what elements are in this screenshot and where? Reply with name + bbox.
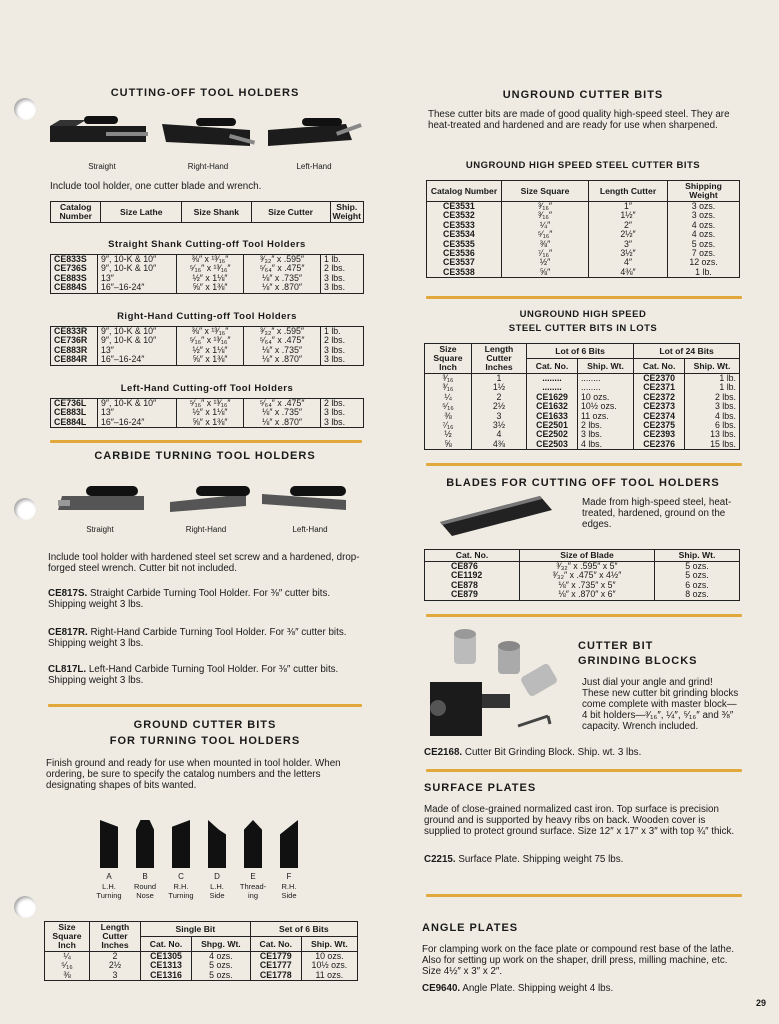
group-weight: 1 lb. 2 lbs. 3 lbs. 3 lbs.	[321, 327, 364, 366]
carbide-left-image	[262, 486, 346, 510]
cutting-off-label-straight: Straight	[88, 162, 116, 171]
divider	[48, 704, 362, 707]
bit-shape-a	[100, 820, 118, 868]
binder-hole-bottom	[14, 896, 36, 918]
cutting-off-holder-images	[46, 112, 366, 154]
weight-col: 3 ozs. 3 ozs. 4 ozs. 4 ozs. 5 ozs. 7 ozs. 12 ozs. 1 lb.	[668, 202, 740, 278]
header-lathe: Size Lathe	[101, 202, 182, 223]
header-catalog: Catalog Number	[51, 202, 101, 223]
item-code: CE817S.	[48, 588, 88, 599]
item-text: Straight Carbide Turning Tool Holder. For ⅜″ cutter bits. Shipping weight 3 lbs.	[48, 588, 331, 610]
size-col: ¼ ⁵⁄₁₆ ⅜	[45, 952, 90, 981]
group-lathe: 9″, 10-K & 10″ 9″, 10-K & 10″ 13″ 16″–16-24″	[98, 327, 177, 366]
wt-col: 5 ozs. 5 ozs. 6 ozs. 8 ozs.	[655, 562, 740, 601]
angle-intro: For clamping work on the face plate or compound rest base of the lathe. Also for setting up work on the shaper, drill press, milling machine, etc. Size 4½″ x 3″ x 2″.	[422, 944, 735, 977]
angle-item	[422, 983, 744, 994]
unground-table2-title-1: UNGROUND HIGH SPEED	[519, 309, 647, 320]
carbide-label-left: Left-Hand	[292, 525, 328, 534]
master-block	[430, 682, 510, 736]
ground-intro: Finish ground and ready for use when mounted in tool holder. When ordering, be sure to specify the catalog numbers and the letters designating shapes of bits wanted.	[46, 758, 341, 791]
lot6-wt-col: ........ ........ 10 ozs. 10½ ozs. 11 ozs. 2 lbs. 3 lbs. 4 lbs.	[577, 374, 633, 450]
group-shank: ⅜″ x ¹³⁄₁₆″ ⁵⁄₁₆″ x ¹³⁄₁₆″ ½″ x 1⅛″ ⅝″ x 1⅜″	[177, 255, 244, 294]
left-hand-holder-image	[268, 118, 362, 146]
unground-intro: These cutter bits are made of good quality high-speed steel. They are heat-treated and hardened and are ready for use when sharpened.	[428, 109, 730, 131]
blade-image	[434, 494, 558, 538]
set-cat-col: CE1779 CE1777 CE1778	[250, 952, 301, 981]
surface-intro: Made of close-grained normalized cast iron. Top surface is precision ground and is supported by heavy ribs on back. Wooden cover is supplied to protect ground surface. Size 12″ x 17″ x 3″ with top ¾″ thick.	[424, 804, 735, 837]
header-cat: Cat. No.	[250, 937, 301, 952]
size-col: ³⁄₃₂″ x .595″ x 5″ ³⁄₃₂″ x .475″ x 4½″ ⅛″ x .735″ x 5″ ⅛″ x .870″ x 6″	[520, 562, 655, 601]
group-lathe: 9″, 10-K & 10″ 9″, 10-K & 10″ 13″ 16″–16-24″	[98, 255, 177, 294]
header-size: Size Square	[502, 181, 589, 202]
length-col: 1″ 1½″ 2″ 2½″ 3″ 3½″ 4″ 4⅜″	[589, 202, 668, 278]
unground-table2-title-2: STEEL CUTTER BITS IN LOTS	[508, 323, 658, 334]
header-wt: Ship. Wt.	[655, 550, 740, 562]
bit-shape-d	[208, 820, 226, 868]
straight-group-title: Straight Shank Cutting-off Tool Holders	[108, 239, 306, 250]
item-text: Cutter Bit Grinding Block. Ship. wt. 3 lbs.	[464, 747, 642, 758]
cutting-off-label-left: Left-Hand	[296, 162, 332, 171]
blades-table	[424, 549, 740, 601]
ground-bits-table	[44, 921, 358, 981]
header-ship: Ship. Wt.	[301, 937, 357, 952]
header-lot24: Lot of 24 Bits	[634, 344, 740, 359]
shape-letter: E	[250, 872, 256, 881]
header-single: Single Bit	[141, 922, 251, 937]
item-code: CE9640.	[422, 983, 461, 994]
group-lathe: 9″, 10-K & 10″ 13″ 16″–16-24″	[98, 399, 177, 428]
header-cutter: Size Cutter	[251, 202, 330, 223]
carbide-label-straight: Straight	[86, 525, 114, 534]
shape-name: Round Nose	[133, 882, 157, 900]
bit-shapes	[96, 820, 310, 902]
binder-hole-top	[14, 98, 36, 120]
cat-col: CE876 CE1192 CE878 CE879	[425, 562, 520, 601]
group-cutter: ³⁄₃₂″ x .595″ ⁵⁄₆₄″ x .475″ ⅛″ x .735″ ⅛″ x .870″	[244, 255, 321, 294]
shape-name: R.H. Side	[281, 882, 297, 900]
catalog-col: CE3531 CE3532 CE3533 CE3534 CE3535 CE3536 CE3537 CE3538	[427, 202, 502, 278]
header-ship: Ship. Wt.	[577, 359, 633, 374]
left-hand-group-table	[50, 398, 364, 428]
header-lot6: Lot of 6 Bits	[527, 344, 634, 359]
lot6-cat-col: ........ ........ CE1629 CE1632 CE1633 CE2501 CE2502 CE2503	[527, 374, 578, 450]
unground-table1	[426, 180, 740, 278]
header-weight: Shipping Weight	[668, 181, 740, 202]
length-col: 1 1½ 2 2½ 3 3½ 4 4⅜	[472, 374, 527, 450]
group-cutter: ³⁄₃₂″ x .595″ ⁵⁄₆₄″ x .475″ ⅛″ x .735″ ⅛″ x .870″	[244, 327, 321, 366]
single-cat-col: CE1305 CE1313 CE1316	[141, 952, 192, 981]
header-catalog: Catalog Number	[427, 181, 502, 202]
unground-table2	[424, 343, 740, 450]
right-hand-group-table	[50, 326, 364, 366]
item-text: Left-Hand Carbide Turning Tool Holder. For ⅜″ cutter bits. Shipping weight 3 lbs.	[48, 664, 339, 686]
binder-hole-middle	[14, 498, 36, 520]
group-cutter: ⁵⁄₆₄″ x .475″ ⅛″ x .735″ ⅛″ x .870″	[244, 399, 321, 428]
divider	[426, 296, 742, 299]
cutting-off-intro: Include tool holder, one cutter blade and wrench.	[50, 181, 262, 192]
divider	[426, 894, 742, 897]
wrench	[518, 716, 550, 726]
lot24-wt-col: 1 lb. 1 lb. 2 lbs. 3 lbs. 4 lbs. 6 lbs. 13 lbs. 15 lbs.	[685, 374, 740, 450]
blades-intro: Made from high-speed steel, heat-treated, hardened, ground on the edges.	[582, 497, 732, 530]
shape-name: L.H. Turning	[96, 882, 122, 900]
item-code: C2215.	[424, 854, 456, 865]
grinding-block-image	[424, 624, 576, 740]
lot24-cat-col: CE2370 CE2371 CE2372 CE2373 CE2374 CE2375 CE2393 CE2376	[634, 374, 685, 450]
shape-name: Thread- ing	[239, 882, 267, 900]
single-wt-col: 4 ozs. 5 ozs. 5 ozs.	[192, 952, 251, 981]
item-code: CE2168.	[424, 747, 463, 758]
bit-shape-c	[172, 820, 190, 868]
carbide-item-r	[48, 627, 366, 649]
bit-holder-3	[520, 662, 559, 697]
item-code: CE817R.	[48, 627, 88, 638]
group-catalog: CE833S CE736S CE883S CE884S	[51, 255, 98, 294]
header-weight: Ship. Weight	[330, 202, 363, 223]
group-weight: 1 lb. 2 lbs. 3 lbs. 3 lbs.	[321, 255, 364, 294]
unground-table1-title: UNGROUND HIGH SPEED STEEL CUTTER BITS	[465, 160, 701, 171]
page-number: 29	[756, 998, 767, 1008]
header-length: Length Cutter	[589, 181, 668, 202]
surface-item	[424, 854, 744, 865]
header-shank: Size Shank	[182, 202, 251, 223]
carbide-straight-image	[58, 486, 144, 510]
shape-letter: C	[178, 872, 184, 881]
grinding-item	[424, 747, 744, 758]
header-cat: Cat. No.	[634, 359, 685, 374]
header-ship: Ship. Wt.	[685, 359, 740, 374]
grinding-intro: Just dial your angle and grind! These new cutter bit grinding blocks come complete with master block—4 bit holders—³⁄₁₆″, ¼″, ⁵⁄₁₆″ and ⅜″ capacity. Wrench included.	[582, 677, 739, 732]
bit-shape-b	[136, 820, 154, 868]
ground-title-2: FOR TURNING TOOL HOLDERS	[109, 735, 301, 747]
angle-title: ANGLE PLATES	[422, 922, 519, 934]
carbide-title: CARBIDE TURNING TOOL HOLDERS	[94, 450, 316, 462]
divider	[426, 463, 742, 466]
cutting-off-header-table	[50, 201, 364, 223]
item-text: Right-Hand Carbide Turning Tool Holder. For ⅜″ cutter bits. Shipping weight 3 lbs.	[48, 627, 347, 649]
header-cat: Cat. No.	[527, 359, 578, 374]
header-cat: Cat. No.	[425, 550, 520, 562]
blades-title: BLADES FOR CUTTING OFF TOOL HOLDERS	[446, 477, 720, 489]
shape-name: L.H. Side	[209, 882, 225, 900]
header-length: Length Cutter Inches	[472, 344, 527, 374]
left-hand-group-title: Left-Hand Cutting-off Tool Holders	[120, 383, 294, 394]
set-wt-col: 10 ozs. 10½ ozs. 11 ozs.	[301, 952, 357, 981]
carbide-item-s	[48, 588, 366, 610]
carbide-right-image	[170, 486, 250, 512]
bit-shape-f	[280, 820, 298, 868]
item-text: Surface Plate. Shipping weight 75 lbs.	[458, 854, 624, 865]
bit-holder-2	[498, 641, 520, 674]
shape-letter: D	[214, 872, 220, 881]
group-catalog: CE833R CE736R CE883R CE884R	[51, 327, 98, 366]
bit-holder-1	[454, 629, 476, 664]
shape-letter: B	[142, 872, 148, 881]
unground-title: UNGROUND CUTTER BITS	[502, 89, 664, 101]
header-size: Size Square Inch	[45, 922, 90, 952]
size-col: ³⁄₁₆″ ³⁄₁₆″ ¼″ ⁵⁄₁₆″ ⅜″ ⁷⁄₁₆″ ½″ ⅝″	[502, 202, 589, 278]
surface-title: SURFACE PLATES	[424, 782, 537, 794]
header-set: Set of 6 Bits	[250, 922, 357, 937]
item-text: Angle Plate. Shipping weight 4 lbs.	[462, 983, 614, 994]
item-code: CL817L.	[48, 664, 87, 675]
header-size: Size Square Inch	[425, 344, 472, 374]
length-col: 2 2½ 3	[90, 952, 141, 981]
size-col: ³⁄₁₆ ³⁄₁₆ ¼ ⁵⁄₁₆ ⅜ ⁷⁄₁₆ ½ ⅝	[425, 374, 472, 450]
right-hand-group-title: Right-Hand Cutting-off Tool Holders	[117, 311, 297, 322]
group-weight: 2 lbs. 3 lbs. 3 lbs.	[321, 399, 364, 428]
shape-name: R.H. Turning	[168, 882, 194, 900]
group-catalog: CE736L CE883L CE884L	[51, 399, 98, 428]
header-shpg: Shpg. Wt.	[192, 937, 251, 952]
grinding-title-2: GRINDING BLOCKS	[578, 655, 698, 667]
header-length: Length Cutter Inches	[90, 922, 141, 952]
bit-shape-e	[244, 820, 262, 868]
divider	[426, 614, 742, 617]
right-hand-holder-image	[162, 118, 255, 146]
carbide-holder-images	[46, 480, 366, 516]
header-size: Size of Blade	[520, 550, 655, 562]
group-shank: ⁵⁄₁₆″ x ¹³⁄₁₆″ ½″ x 1⅛″ ⅝″ x 1⅜″	[177, 399, 244, 428]
cutting-off-title: CUTTING-OFF TOOL HOLDERS	[110, 87, 300, 99]
straight-holder-image	[50, 116, 148, 142]
divider	[50, 440, 362, 443]
straight-group-table	[50, 254, 364, 294]
divider	[426, 769, 742, 772]
cutting-off-label-right: Right-Hand	[187, 162, 229, 171]
carbide-intro: Include tool holder with hardened steel set screw and a hardened, drop-forged steel wrench. Cutter bit not included.	[48, 552, 360, 574]
carbide-item-l	[48, 664, 366, 686]
group-shank: ⅜″ x ¹³⁄₁₆″ ⁵⁄₁₆″ x ¹³⁄₁₆″ ½″ x 1⅛″ ⅝″ x 1⅜″	[177, 327, 244, 366]
shape-letter: F	[286, 872, 292, 881]
shape-letter: A	[106, 872, 112, 881]
carbide-label-right: Right-Hand	[185, 525, 227, 534]
header-cat: Cat. No.	[141, 937, 192, 952]
ground-title-1: GROUND CUTTER BITS	[133, 719, 277, 731]
grinding-title-1: CUTTER BIT	[578, 640, 654, 652]
